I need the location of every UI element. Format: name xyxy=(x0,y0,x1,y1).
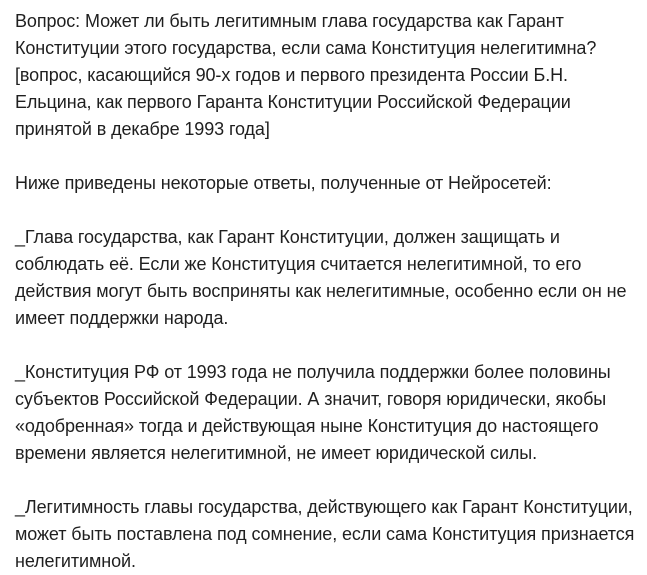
answer-paragraph-3 xyxy=(15,494,635,575)
text-line: Конституции этого государства, если сама Конституция нелегитимна? xyxy=(15,38,597,58)
text-line: Вопрос: Может ли быть легитимным глава государства как Гарант xyxy=(15,11,564,31)
intro-paragraph xyxy=(15,170,635,197)
question-paragraph xyxy=(15,8,635,143)
text-line: _Глава государства, как Гарант Конституции, должен защищать и xyxy=(15,227,560,247)
text-line: «одобренная» тогда и действующая ныне Конституция до настоящего xyxy=(15,416,599,436)
paragraph-gap xyxy=(15,197,635,224)
answer-paragraph-1 xyxy=(15,224,635,332)
text-line: _Легитимность главы государства, действующего как Гарант Конституции, xyxy=(15,497,633,517)
text-line: соблюдать её. Если же Конституция считается нелегитимной, то его xyxy=(15,254,582,274)
text-line: может быть поставлена под сомнение, если сама Конституция признается xyxy=(15,524,635,544)
text-line: принятой в декабре 1993 года] xyxy=(15,119,270,139)
text-line: действия могут быть восприняты как нелегитимные, особенно если он не xyxy=(15,281,627,301)
paragraph-gap xyxy=(15,332,635,359)
text-line: [вопрос, касающийся 90-х годов и первого президента России Б.Н. xyxy=(15,65,568,85)
answer-paragraph-2 xyxy=(15,359,635,467)
paragraph-gap xyxy=(15,143,635,170)
text-line: имеет поддержки народа. xyxy=(15,308,229,328)
paragraph-gap xyxy=(15,467,635,494)
text-line: Ниже приведены некоторые ответы, полученные от Нейросетей: xyxy=(15,173,552,193)
text-line: _Конституция РФ от 1993 года не получила поддержки более половины xyxy=(15,362,611,382)
text-line: субъектов Российской Федерации. А значит, говоря юридически, якобы xyxy=(15,389,607,409)
text-line: нелегитимной. xyxy=(15,551,136,571)
text-line: времени является нелегитимной, не имеет юридической силы. xyxy=(15,443,537,463)
text-line: Ельцина, как первого Гаранта Конституции Российской Федерации xyxy=(15,92,571,112)
